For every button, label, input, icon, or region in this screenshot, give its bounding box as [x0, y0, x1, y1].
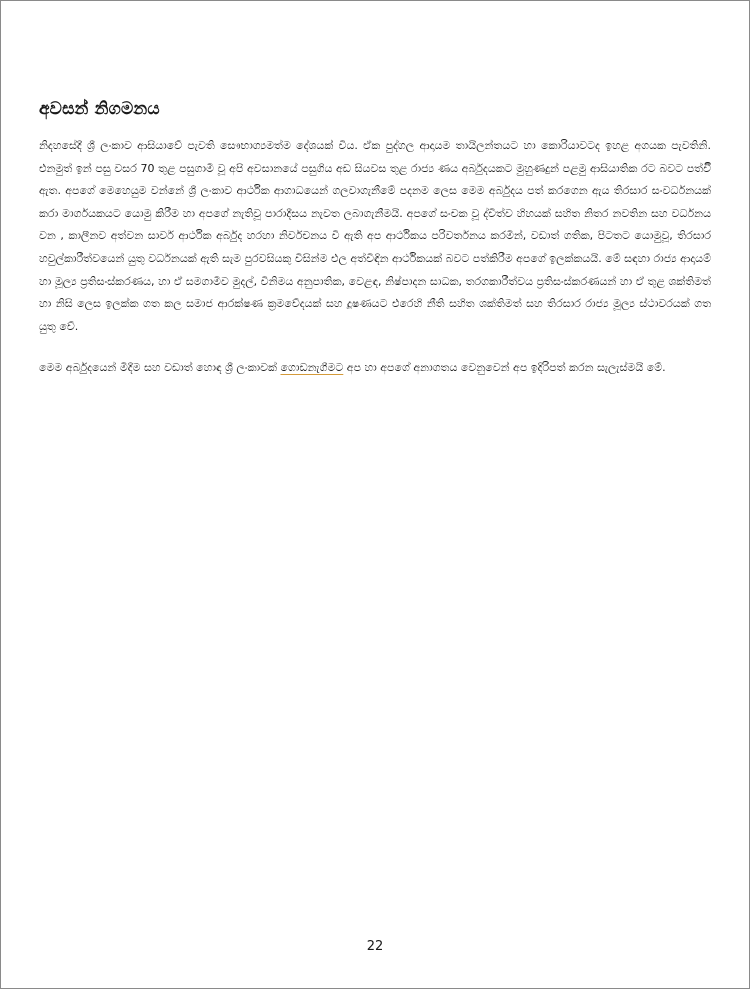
body-paragraph-2 — [39, 357, 711, 380]
body-paragraph-1: නිදහසේදී ශ්‍රී ලංකාව ආසියාවේ පැවති සෞභාග්‍යමත්ම දේශයක් විය. ඒක පුද්ගල ආදායම තායිලන්තයට හා කොරියාවටද ඉහළ අගයක පැවතිනි. එනමුත් ඉන් පසු වසර 70 තුළ පසුගාමී වූ අපි අවසානයේ පසුගිය අඩ සියවස තුළ රාජ්‍ය ණය අර්බුදයකට මුහුණදුන් පළමු ආසියාතික රට බවට පත්විී ඇත. අපගේ මෙහෙයුම වන්නේ ශ්‍රී ලංකාව ආර්ථික ආගාධයෙන් ගලවාගැනීමේ පදනම ලෙස මෙම අර්බුදය පත් කරගෙන ඇය තිරසාර සංවර්ධනයක් කරා මාර්ගයකයට යොමු කිරීම හා අපගේ නැතිවූ පාරාදීසය නැවත ලබාගැනීමයි. අපගේ සංචක වූ ද්විත්ව හිහයක් සහිත නිතර නවතින සහ වර්ධනය වන , කාලීනව අත්වන සාර්ව ආර්ථික අර්බුද හරහා නිර්වචනය වී ඇති අප ආර්ථිකය පරිවර්තනය කරමින්, වඩාත් ගතික, පිටතට යොමුවූ, තිරසාර හවුල්කාරීත්වයෙන් යුතු වර්ධනයක් ඇති සැම පුරවසියකු විසින්ම එල අත්විඳින ආර්ථිකයක් බවට පත්කිරීම අපගේ ඉලක්කයයි. මේ සඳහා රාජ්‍ය ආදායම් හා මූල්‍ය ප්‍රතිසංස්කරණය, හා ඒ සමගාමීව මුදල්, විනිමය අනුපාතික, වෙළඳ, නිෂ්පාදන සාධක, තරගකාරීත්වය ප්‍රතිසංස්කරණයන් හා ඒ තුළ ශක්තිමත් හා නිසි ලෙස ඉලක්ක ගත කල සමාජ ආරක්ෂණ ක්‍රමවේදයක් සහ දූෂණයට එරෙහි නීති සහිත ශක්තිමත් සහ තිරසාර රාජ්‍ය මූල්‍ය ස්ථාවරයක් ගත යුතු වේ. — [39, 139, 711, 333]
section-heading: අවසන් නිගමනය — [39, 99, 160, 119]
paragraph-2-text-start: මෙම අර්බුදයෙන් මිදීම සහ වඩාත් හොඳ ශ්‍රී ලංකාවක් — [39, 361, 281, 374]
underlined-word: ගොඩනැගීමට — [280, 361, 344, 374]
page-number: 22 — [366, 939, 384, 954]
paragraph-2-text-end: අප හා අපගේ අනාගතය වෙනුවෙන් අප ඉදිරිපත් කරන සැලැස්මයි මේ. — [343, 361, 666, 374]
